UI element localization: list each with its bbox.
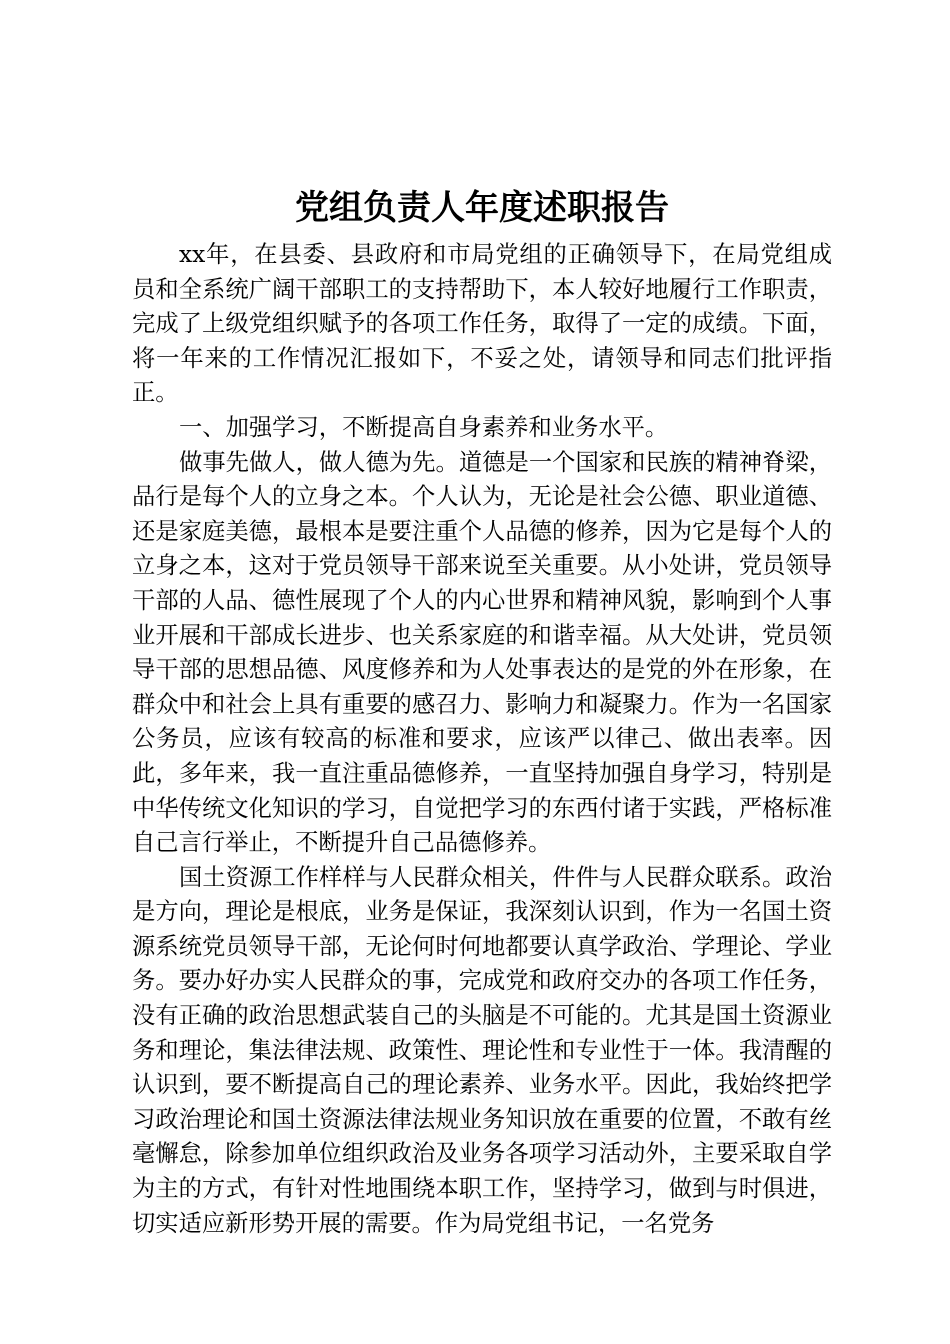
paragraph-moral-cultivation: 做事先做人，做人德为先。道德是一个国家和民族的精神脊梁，品行是每个人的立身之本。个人认为，无论是社会公德、职业道德、还是家庭美德，最根本是要注重个人品德的修养，因为它是每个人的立身之本，这对于党员领导干部来说至关重要。从小处讲，党员领导干部的人品、德性展现了个人的内心世界和精神风貌，影响到个人事业开展和干部成长进步、也关系家庭的和谐幸福。从大处讲，党员领导干部的思想品德、风度修养和为人处事表达的是党的外在形象，在群众中和社会上具有重要的感召力、影响力和凝聚力。作为一名国家公务员，应该有较高的标准和要求，应该严以律己、做出表率。因此，多年来，我一直注重品德修养，一直坚持加强自身学习，特别是中华传统文化知识的学习，自觉把学习的东西付诸于实践，严格标准自己言行举止，不断提升自己品德修养。 [132, 448, 832, 857]
document-page [132, 178, 832, 1241]
paragraph-intro: xx年，在县委、县政府和市局党组的正确领导下，在局党组成员和全系统广阔干部职工的支持帮助下，本人较好地履行工作职责，完成了上级党组织赋予的各项工作任务，取得了一定的成绩。下面，将一年来的工作情况汇报如下，不妥之处，请领导和同志们批评指正。 [132, 241, 832, 407]
section-heading-1: 一、加强学习，不断提高自身素养和业务水平。 [179, 413, 669, 441]
paragraph-land-resources-study: 国土资源工作样样与人民群众相关，件件与人民群众联系。政治是方向，理论是根底，业务是保证，我深刻认识到，作为一名国土资源系统党员领导干部，无论何时何地都要认真学政治、学理论、学业务。要办好办实人民群众的事，完成党和政府交办的各项工作任务，没有正确的政治思想武装自己的头脑是不可能的。尤其是国土资源业务和理论，集法律法规、政策性、理论性和专业性于一体。我清醒的认识到，要不断提高自己的理论素养、业务水平。因此，我始终把学习政治理论和国土资源法律法规业务知识放在重要的位置，不敢有丝毫懈怠，除参加单位组织政治及业务各项学习活动外，主要采取自学为主的方式，有针对性地围绕本职工作，坚持学习，做到与时俱进，切实适应新形势开展的需要。作为局党组书记，一名党务 [132, 863, 832, 1237]
document-title: 党组负责人年度述职报告 [295, 188, 669, 228]
